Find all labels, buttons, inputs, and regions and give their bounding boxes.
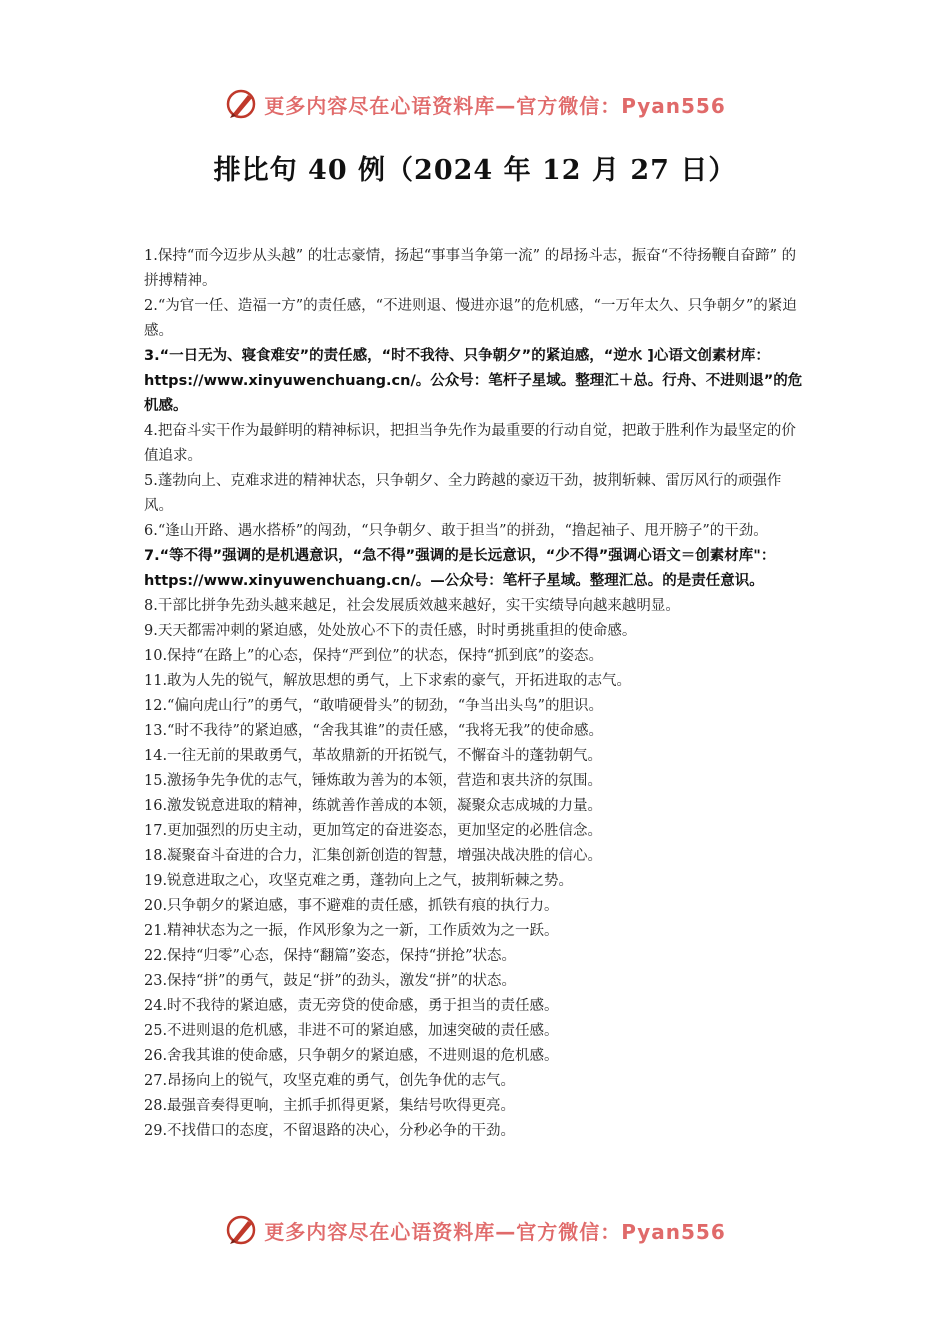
list-item: 5.蓬勃向上、克难求进的精神状态，只争朝夕、全力跨越的豪迈干劲，披荆斩棘、雷厉风行的顽强作风。 <box>144 473 782 514</box>
list-item: 26.舍我其谁的使命感，只争朝夕的紧迫感，不进则退的危机感。 <box>144 1048 559 1064</box>
list-item: 22.保持“归零”心态，保持“翻篇”姿态，保持“拼抢”状态。 <box>144 948 517 964</box>
list-item: 29.不找借口的态度，不留退路的决心，分秒必争的干劲。 <box>144 1123 516 1139</box>
list-item: 1.保持“而今迈步从头越” 的壮志豪情，扬起“事事当争第一流” 的昂扬斗志，振奋“不待扬鞭自奋蹄” 的拼搏精神。 <box>144 248 797 289</box>
list-item: 8.干部比拼争先劲头越来越足，社会发展质效越来越好，实干实绩导向越来越明显。 <box>144 598 680 614</box>
pen-logo-icon <box>224 1213 258 1247</box>
list-item: 6.“逢山开路、遇水搭桥”的闯劲，“只争朝夕、敢于担当”的拼劲，“撸起袖子、甩开膀子”的干劲。 <box>144 523 768 539</box>
item-list <box>144 244 810 1144</box>
list-item: 23.保持“拼”的勇气，鼓足“拼”的劲头，激发“拼”的状态。 <box>144 973 517 989</box>
list-item: 4.把奋斗实干作为最鲜明的精神标识，把担当争先作为最重要的行动自觉，把敢于胜利作为最坚定的价值追求。 <box>144 423 796 464</box>
list-item: 28.最强音奏得更响，主抓手抓得更紧，集结号吹得更亮。 <box>144 1098 516 1114</box>
list-item: 21.精神状态为之一振，作风形象为之一新，工作质效为之一跃。 <box>144 923 559 939</box>
list-item: 24.时不我待的紧迫感，责无旁贷的使命感，勇于担当的责任感。 <box>144 998 559 1014</box>
list-item: 19.锐意进取之心，攻坚克难之勇，蓬勃向上之气，披荆斩棘之势。 <box>144 873 574 889</box>
list-item: 2.“为官一任、造福一方”的责任感，“不进则退、慢进亦退”的危机感，“一万年太久、只争朝夕”的紧迫感。 <box>144 298 797 339</box>
list-item: 18.凝聚奋斗奋进的合力，汇集创新创造的智慧，增强决战决胜的信心。 <box>144 848 603 864</box>
list-item: 10.保持“在路上”的心态，保持“严到位”的状态，保持“抓到底”的姿态。 <box>144 648 604 664</box>
list-item: 13.“时不我待”的紧迫感，“舍我其谁”的责任感，“我将无我”的使命感。 <box>144 723 604 739</box>
list-item: 27.昂扬向上的锐气，攻坚克难的勇气，创先争优的志气。 <box>144 1073 516 1089</box>
list-item: 7.“等不得”强调的是机遇意识，“急不得”强调的是长远意识，“少不得”强调心语文＝创素材库"：https://www.xinyuwenchuang.cn/。—公众号：笔杆子星域。整理汇总。的是责任意识。 <box>144 548 776 589</box>
list-item: 17.更加强烈的历史主动，更加笃定的奋进姿态，更加坚定的必胜信念。 <box>144 823 603 839</box>
list-item: 14.一往无前的果敢勇气，革故鼎新的开拓锐气，不懈奋斗的蓬勃朝气。 <box>144 748 603 764</box>
header-banner-text: 更多内容尽在心语资料库—官方微信：Pyan556 <box>264 93 726 118</box>
footer-banner-text: 更多内容尽在心语资料库—官方微信：Pyan556 <box>264 1219 726 1244</box>
list-item: 11.敢为人先的锐气，解放思想的勇气，上下求索的豪气，开拓进取的志气。 <box>144 673 632 689</box>
list-item: 3.“一日无为、寝食难安”的责任感，“时不我待、只争朝夕”的紧迫感，“逆水 ]心语文创素材库：https://www.xinyuwenchuang.cn/。公众号：笔杆子星域。整理汇＋总。行舟、不进则退”的危机感。 <box>144 348 803 414</box>
list-item: 16.激发锐意进取的精神，练就善作善成的本领，凝聚众志成城的力量。 <box>144 798 603 814</box>
list-item: 9.天天都需冲刺的紧迫感，处处放心不下的责任感，时时勇挑重担的使命感。 <box>144 623 637 639</box>
list-item: 20.只争朝夕的紧迫感，事不避难的责任感，抓铁有痕的执行力。 <box>144 898 559 914</box>
pen-logo-icon <box>224 87 258 121</box>
list-item: 15.激扬争先争优的志气，锤炼敢为善为的本领，营造和衷共济的氛围。 <box>144 773 603 789</box>
footer-banner <box>0 1210 950 1250</box>
page-title: 排比句 40 例（2024 年 12 月 27 日） <box>213 155 737 186</box>
list-item: 25.不进则退的危机感，非进不可的紧迫感，加速突破的责任感。 <box>144 1023 559 1039</box>
header-banner <box>0 84 950 124</box>
list-item: 12.“偏向虎山行”的勇气，“敢啃硬骨头”的韧劲，“争当出头鸟”的胆识。 <box>144 698 604 714</box>
